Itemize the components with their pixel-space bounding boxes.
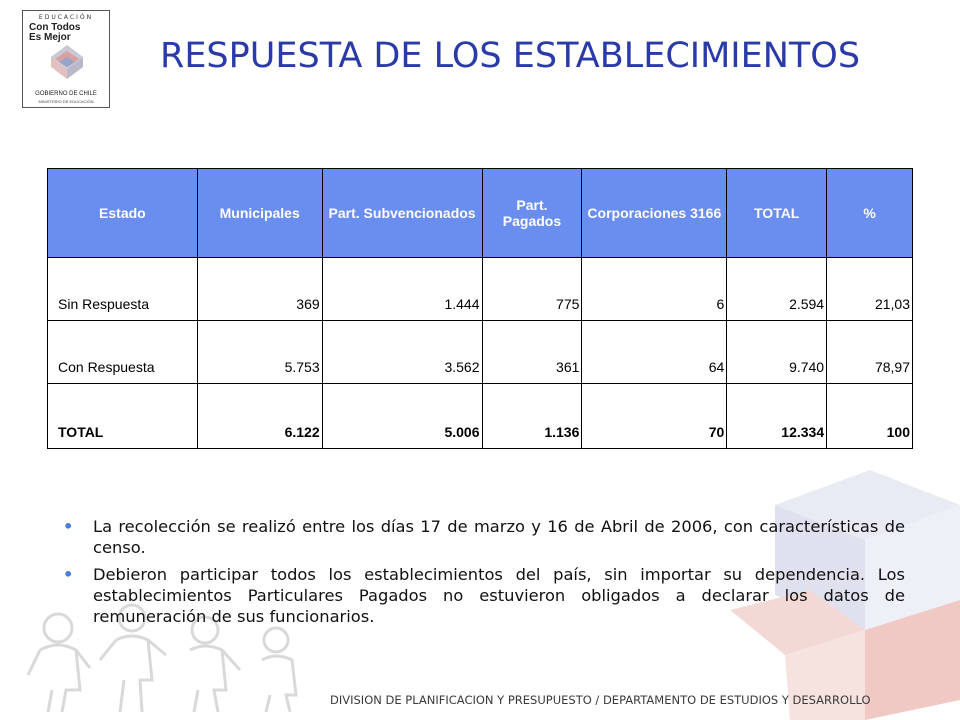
cell-percent: 78,97 (827, 321, 913, 384)
logo-slogan-line1: Con Todos (29, 22, 81, 33)
cell-part-pagados: 361 (482, 321, 582, 384)
cell-municipales: 5.753 (197, 321, 322, 384)
logo-slogan (29, 23, 80, 43)
row-label: Sin Respuesta (48, 258, 198, 321)
cell-corporaciones: 6 (582, 258, 727, 321)
logo-emblem-icon (51, 45, 83, 81)
header-corporaciones: Corporaciones 3166 (582, 169, 727, 258)
cell-part-subvencionados: 3.562 (322, 321, 482, 384)
cell-percent: 100 (827, 384, 913, 449)
header-municipales: Municipales (197, 169, 322, 258)
cell-part-pagados: 1.136 (482, 384, 582, 449)
bullet-icon: • (63, 517, 74, 536)
table-row (48, 321, 913, 384)
cell-part-subvencionados: 5.006 (322, 384, 482, 449)
header-total: TOTAL (727, 169, 827, 258)
cell-part-subvencionados: 1.444 (322, 258, 482, 321)
cell-corporaciones: 70 (582, 384, 727, 449)
table-total-row (48, 384, 913, 449)
bullet-icon: • (63, 565, 74, 584)
logo-slogan-line2: Es Mejor (29, 32, 71, 43)
logo-top-text: EDUCACIÓN (38, 14, 94, 21)
row-label: TOTAL (48, 384, 198, 449)
page-title: RESPUESTA DE LOS ESTABLECIMIENTOS (160, 36, 861, 76)
header-estado: Estado (48, 169, 198, 258)
list-item (63, 564, 905, 627)
cell-percent: 21,03 (827, 258, 913, 321)
logo-ministry-text: MINISTERIO DE EDUCACIÓN (38, 99, 94, 104)
footer-text: DIVISION DE PLANIFICACION Y PRESUPUESTO / DEPARTAMENTO DE ESTUDIOS Y DESARROLLO (330, 693, 871, 707)
cell-municipales: 6.122 (197, 384, 322, 449)
bullet-text: Debieron participar todos los establecimientos del país, sin importar su dependencia. Los establecimientos Particulares Pagados no estuvieron obligados a declarar los datos de remuneración de sus funcionarios. (93, 565, 905, 626)
header-part-subvencionados: Part. Subvencionados (322, 169, 482, 258)
table-header-row (48, 169, 913, 258)
establishments-table (47, 168, 913, 449)
header-percent: % (827, 169, 913, 258)
cell-municipales: 369 (197, 258, 322, 321)
cell-corporaciones: 64 (582, 321, 727, 384)
bullet-list (63, 516, 905, 633)
header-part-pagados: Part. Pagados (482, 169, 582, 258)
logo-gov-text: GOBIERNO DE CHILE (35, 91, 97, 97)
cell-part-pagados: 775 (482, 258, 582, 321)
ministry-logo (22, 10, 110, 108)
cell-total: 9.740 (727, 321, 827, 384)
list-item (63, 516, 905, 558)
table-row (48, 258, 913, 321)
cell-total: 2.594 (727, 258, 827, 321)
row-label: Con Respuesta (48, 321, 198, 384)
bullet-text: La recolección se realizó entre los días 17 de marzo y 16 de Abril de 2006, con características de censo. (93, 517, 905, 557)
cell-total: 12.334 (727, 384, 827, 449)
